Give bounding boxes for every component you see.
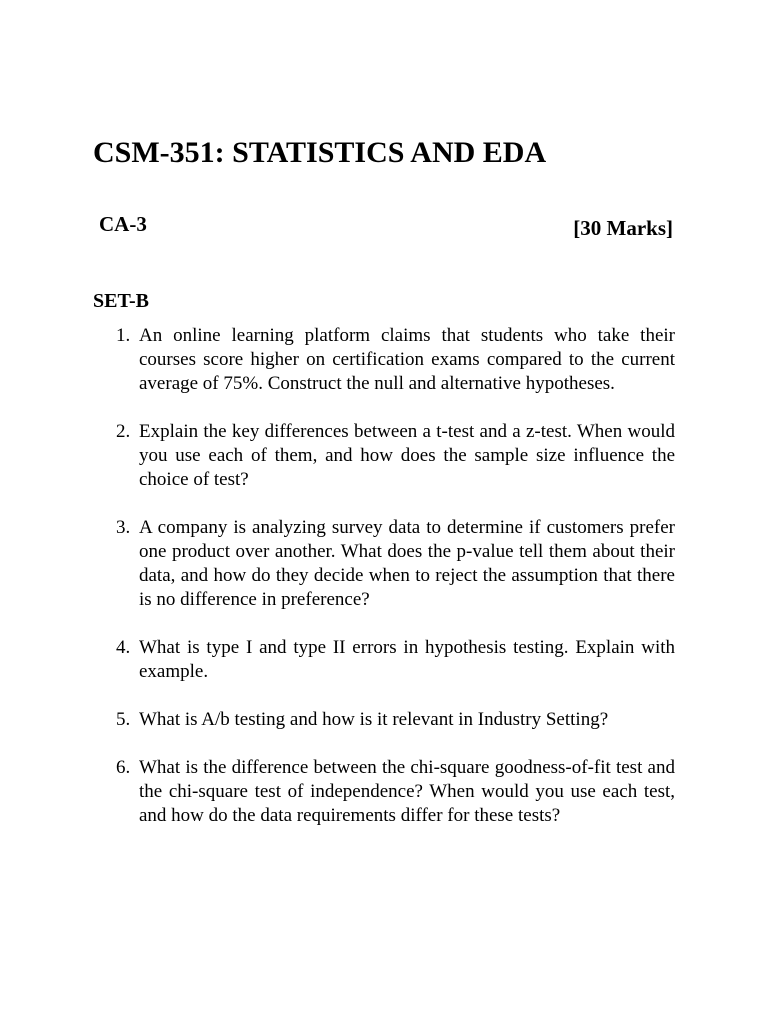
question-item (93, 324, 675, 396)
marks-label: [30 Marks] (573, 216, 673, 240)
question-item (93, 420, 675, 492)
page-title: CSM-351: STATISTICS AND EDA (93, 136, 547, 169)
question-text: Explain the key differences between a t-test and a z-test. When would you use each of them, and how does the sample size influence the choice of test? (139, 421, 675, 490)
set-label: SET-B (93, 290, 149, 312)
question-text: A company is analyzing survey data to determine if customers prefer one product over another. What does the p-value tell them about their data, and how do they decide when to reject the assumption that there is no difference in preference? (139, 517, 675, 610)
question-text: An online learning platform claims that students who take their courses score higher on certification exams compared to the current average of 75%. Construct the null and alternative hypotheses. (139, 325, 675, 394)
question-list (93, 324, 675, 852)
ca-label: CA-3 (99, 212, 147, 236)
question-text: What is A/b testing and how is it relevant in Industry Setting? (139, 709, 609, 730)
question-number: 5. (116, 709, 131, 730)
question-item (93, 756, 675, 828)
question-number: 6. (116, 757, 131, 778)
question-item (93, 636, 675, 684)
question-number: 3. (116, 517, 131, 538)
question-number: 4. (116, 637, 131, 658)
question-item (93, 708, 675, 732)
question-text: What is type I and type II errors in hypothesis testing. Explain with example. (139, 637, 675, 682)
question-item (93, 516, 675, 612)
question-text: What is the difference between the chi-square goodness-of-fit test and the chi-square test of independence? When would you use each test, and how do the data requirements differ for these tests? (139, 757, 675, 826)
question-number: 2. (116, 421, 131, 442)
question-number: 1. (116, 325, 131, 346)
